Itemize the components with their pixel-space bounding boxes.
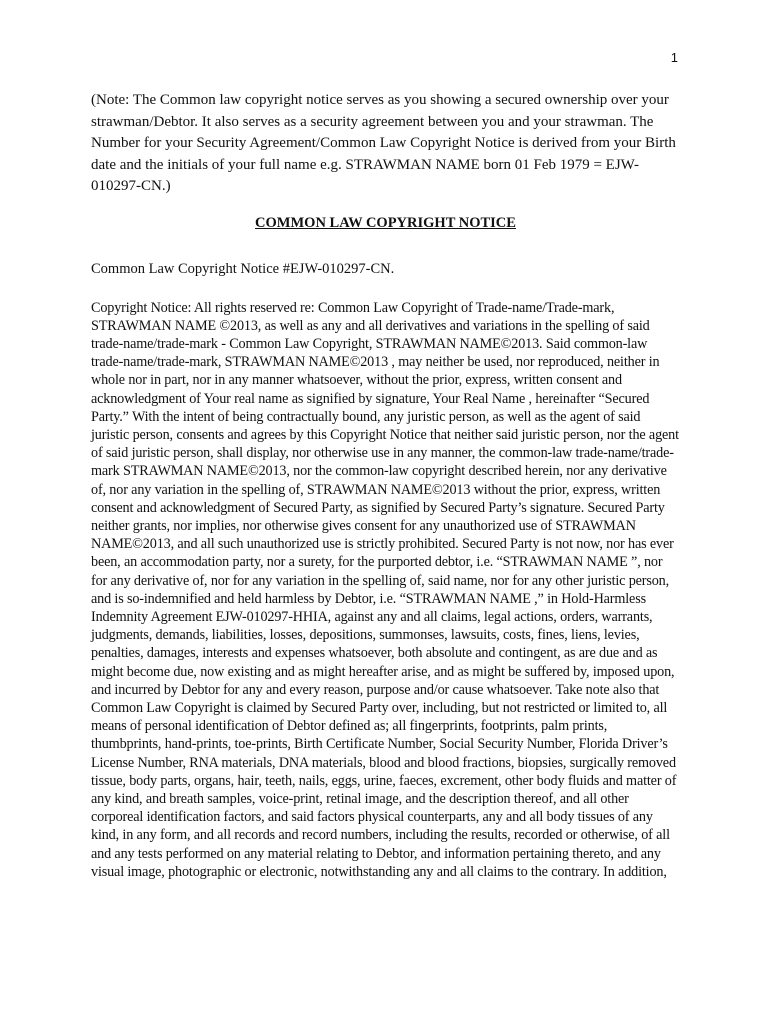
document-content <box>91 90 680 881</box>
copyright-notice-body: Copyright Notice: All rights reserved re: Common Law Copyright of Trade-name/Trade-mark, STRAWMAN NAME ©2013, as well as any and all derivatives and variations in the spelling of said trade-name/trade-mark - Common Law Copyright, STRAWMAN NAME©2013. Said common-law trade-name/trade-mark, STRAWMAN NAME©2013 , may neither be used, nor reproduced, neither in whole nor in part, nor in any manner whatsoever, without the prior, express, written consent and acknowledgment of Your real name as signified by signature, Your Real Name , hereinafter “Secured Party.” With the intent of being contractually bound, any juristic person, as well as the agent of said juristic person, consents and agrees by this Copyright Notice that neither said juristic person, nor the agent of said juristic person, shall display, nor otherwise use in any manner, the common-law trade-name/trade-mark STRAWMAN NAME©2013, nor the common-law copyright described herein, nor any derivative of, nor any variation in the spelling of, STRAWMAN NAME©2013 without the prior, express, written consent and acknowledgment of Secured Party, as signified by Secured Party’s signature. Secured Party neither grants, nor implies, nor otherwise gives consent for any unauthorized use of STRAWMAN NAME©2013, and all such unauthorized use is strictly prohibited. Secured Party is not now, nor has ever been, an accommodation party, nor a surety, for the purported debtor, i.e. “STRAWMAN NAME ”, nor for any derivative of, nor for any variation in the spelling of, said name, nor for any other juristic person, and is so-indemnified and held harmless by Debtor, i.e. “STRAWMAN NAME ,” in Hold-Harmless Indemnity Agreement EJW-010297-HHIA, against any and all claims, legal actions, orders, warrants, judgments, demands, liabilities, losses, depositions, summonses, lawsuits, costs, fines, liens, levies, penalties, damages, interests and expenses whatsoever, both absolute and contingent, as are due and as might become due, now existing and as might hereafter arise, and as might be suffered by, imposed upon, and incurred by Debtor for any and every reason, purpose and/or cause whatsoever. Take note also that Common Law Copyright is claimed by Secured Party over, including, but not restricted or limited to, all means of personal identification of Debtor defined as; all fingerprints, footprints, palm prints, thumbprints, hand-prints, toe-prints, Birth Certificate Number, Social Security Number, Florida Driver’s License Number, RNA materials, DNA materials, blood and blood fractions, biopsies, surgically removed tissue, body parts, organs, hair, teeth, nails, eggs, urine, faeces, excrement, other body fluids and matter of any kind, and breath samples, voice-print, retinal image, and the description thereof, and all other corporeal identification factors, and said factors physical counterparts, any and all body tissues of any kind, in any form, and all records and record numbers, including the results, recorded or otherwise, of all and any tests performed on any material relating to Debtor, and information pertaining thereto, and any visual image, photographic or electronic, notwithstanding any and all claims to the contrary. In addition, <box>91 299 679 880</box>
page-number: 1 <box>670 50 678 65</box>
notice-reference: Common Law Copyright Notice #EJW-010297-CN. <box>91 260 395 277</box>
document-heading: COMMON LAW COPYRIGHT NOTICE <box>255 214 516 231</box>
note-paragraph: (Note: The Common law copyright notice serves as you showing a secured ownership over your strawman/Debtor. It also serves as a security agreement between you and your strawman. The Number for your Security Agreement/Common Law Copyright Notice is derived from your Birth date and the initials of your full name e.g. STRAWMAN NAME born 01 Feb 1979 = EJW-010297-CN.) <box>91 92 676 194</box>
